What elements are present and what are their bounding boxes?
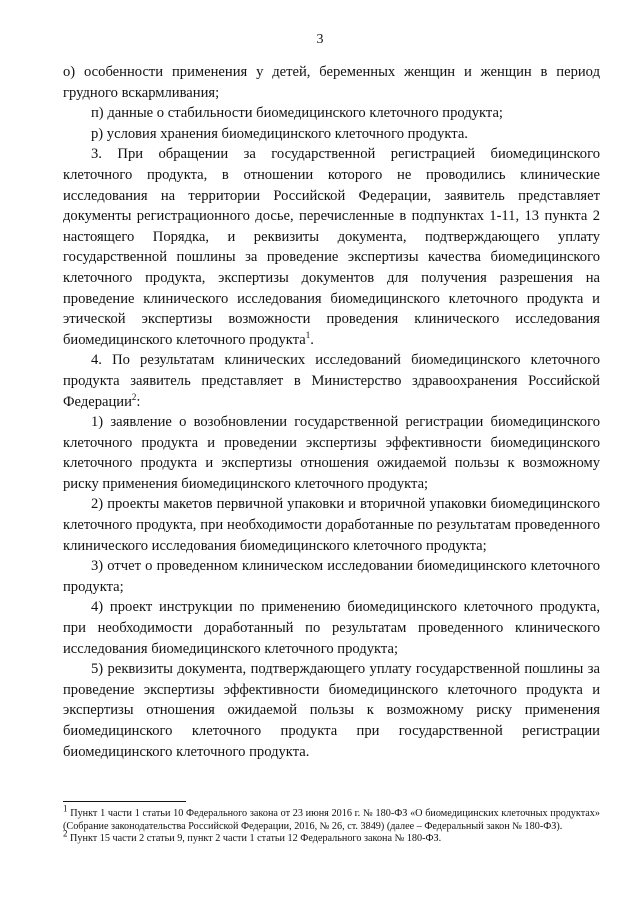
footnote-1-text: Пункт 1 части 1 статьи 10 Федерального закона от 23 июня 2016 г. № 180-ФЗ «О биомедицинских клеточных продуктах» (Собрание законодательства Российской Федерации, 2016, № 26, ст. 3849) (далее – Федеральный закон № 180-ФЗ). — [63, 808, 600, 832]
subitem-5-paragraph: 5) реквизиты документа, подтверждающего уплату государственной пошлины за проведение экспертизы эффективности биомедицинского клеточного продукта и экспертизы отношения ожидаемой пользы к возможному риску применения биомедицинского клеточного продукта при государственной регистрации биомедицинского клеточного продукта. — [63, 661, 600, 760]
subitem-4-paragraph: 4) проект инструкции по применению биомедицинского клеточного продукта, при необходимости доработанный по результатам проведенного клинического исследования биомедицинского клеточного продукта; — [63, 599, 600, 657]
subitem-2-paragraph: 2) проекты макетов первичной упаковки и вторичной упаковки биомедицинского клеточного продукта, при необходимости доработанные по результатам проведенного клинического исследования биомедицинского клеточного продукта; — [63, 496, 600, 554]
clause-4-trail: : — [136, 393, 141, 410]
footnotes-section — [63, 803, 600, 846]
footnote-1 — [63, 803, 600, 833]
subitem-3-paragraph: 3) отчет о проведенном клиническом исследовании биомедицинского клеточного продукта; — [63, 558, 600, 595]
footnote-2-mark: 2 — [63, 828, 68, 839]
item-r-paragraph: р) условия хранения биомедицинского клеточного продукта. — [91, 125, 468, 142]
page-number: 3 — [316, 32, 324, 47]
footnote-1-mark: 1 — [63, 803, 68, 814]
item-o-paragraph: о) особенности применения у детей, беременных женщин и женщин в период грудного вскармливания; — [63, 64, 600, 101]
footnote-2 — [63, 828, 600, 846]
clause-4-paragraph — [63, 350, 600, 412]
clause-3-paragraph — [63, 144, 600, 350]
clause-3-trail: . — [310, 331, 314, 348]
footnote-divider — [63, 801, 186, 802]
document-body — [63, 62, 600, 762]
subitem-1-paragraph: 1) заявление о возобновлении государственной регистрации биомедицинского клеточного продукта и проведении экспертизы эффективности биомедицинского клеточного продукта и экспертизы отношения ожидаемой пользы к возможному риску применения биомедицинского клеточного продукта; — [63, 414, 600, 492]
clause-4-text: 4. По результатам клинических исследований биомедицинского клеточного продукта заявитель представляет в Министерство здравоохранения Российской Федерации — [63, 352, 600, 410]
footnote-2-text: Пункт 15 части 2 статьи 9, пункт 2 части 1 статьи 12 Федерального закона № 180-ФЗ. — [67, 833, 442, 845]
item-p-paragraph: п) данные о стабильности биомедицинского клеточного продукта; — [91, 105, 503, 122]
footnote-ref-1: 1 — [305, 329, 311, 340]
clause-3-text: 3. При обращении за государственной регистрацией биомедицинского клеточного продукта, в отношении которого не проводились клинические исследования на территории Российской Федерации, заявитель представляет документы регистрационного досье, перечисленные в подпунктах 1-11, 13 пункта 2 настоящего Порядка, и реквизиты документа, подтверждающего уплату государственной пошлины за проведение экспертизы качества биомедицинского клеточного продукта, экспертизы документов для получения разрешения на проведение клинического исследования биомедицинского клеточного продукта и этической экспертизы возможности проведения клинического исследования биомедицинского клеточного продукта — [63, 146, 600, 348]
footnote-ref-2: 2 — [131, 391, 137, 402]
